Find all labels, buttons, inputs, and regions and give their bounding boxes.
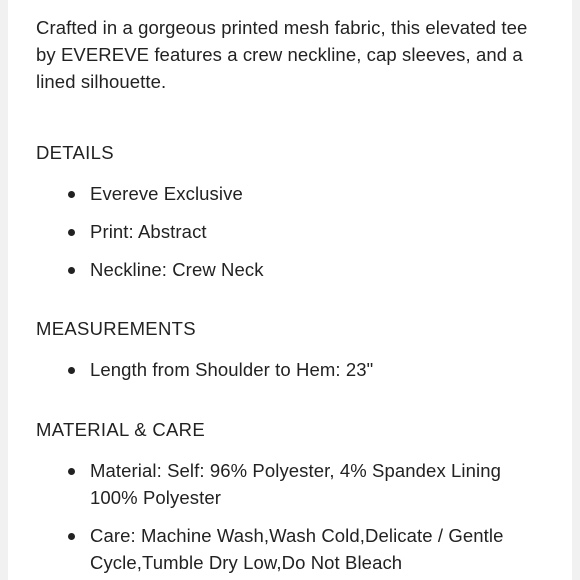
list-item	[36, 218, 536, 245]
bullet-icon	[68, 533, 75, 540]
details-list	[36, 180, 536, 283]
list-item	[36, 180, 536, 207]
list-item	[36, 356, 536, 383]
list-item	[36, 256, 536, 283]
material-care-heading: MATERIAL & CARE	[36, 419, 205, 440]
product-description-text: Crafted in a gorgeous printed mesh fabric, this elevated tee by EVEREVE features a crew neckline, cap sleeves, and a lined silhouette.	[36, 17, 528, 92]
details-item-text: Evereve Exclusive	[90, 183, 243, 204]
material-care-item-text: Care: Machine Wash,Wash Cold,Delicate / Gentle Cycle,Tumble Dry Low,Do Not Bleach	[90, 525, 504, 573]
details-heading: DETAILS	[36, 142, 114, 163]
bullet-icon	[68, 468, 75, 475]
details-item-text: Neckline: Crew Neck	[90, 259, 264, 280]
details-item-text: Print: Abstract	[90, 221, 207, 242]
measurements-list	[36, 356, 536, 383]
bullet-icon	[68, 367, 75, 374]
bullet-icon	[68, 191, 75, 198]
list-item	[36, 522, 536, 576]
material-care-list	[36, 457, 536, 576]
product-description-panel	[8, 0, 572, 580]
product-description-content	[36, 14, 536, 576]
material-care-item-text: Material: Self: 96% Polyester, 4% Spandex Lining 100% Polyester	[90, 460, 502, 508]
list-item	[36, 457, 536, 511]
bullet-icon	[68, 229, 75, 236]
measurements-item-text: Length from Shoulder to Hem: 23"	[90, 359, 374, 380]
bullet-icon	[68, 267, 75, 274]
measurements-heading: MEASUREMENTS	[36, 318, 196, 339]
